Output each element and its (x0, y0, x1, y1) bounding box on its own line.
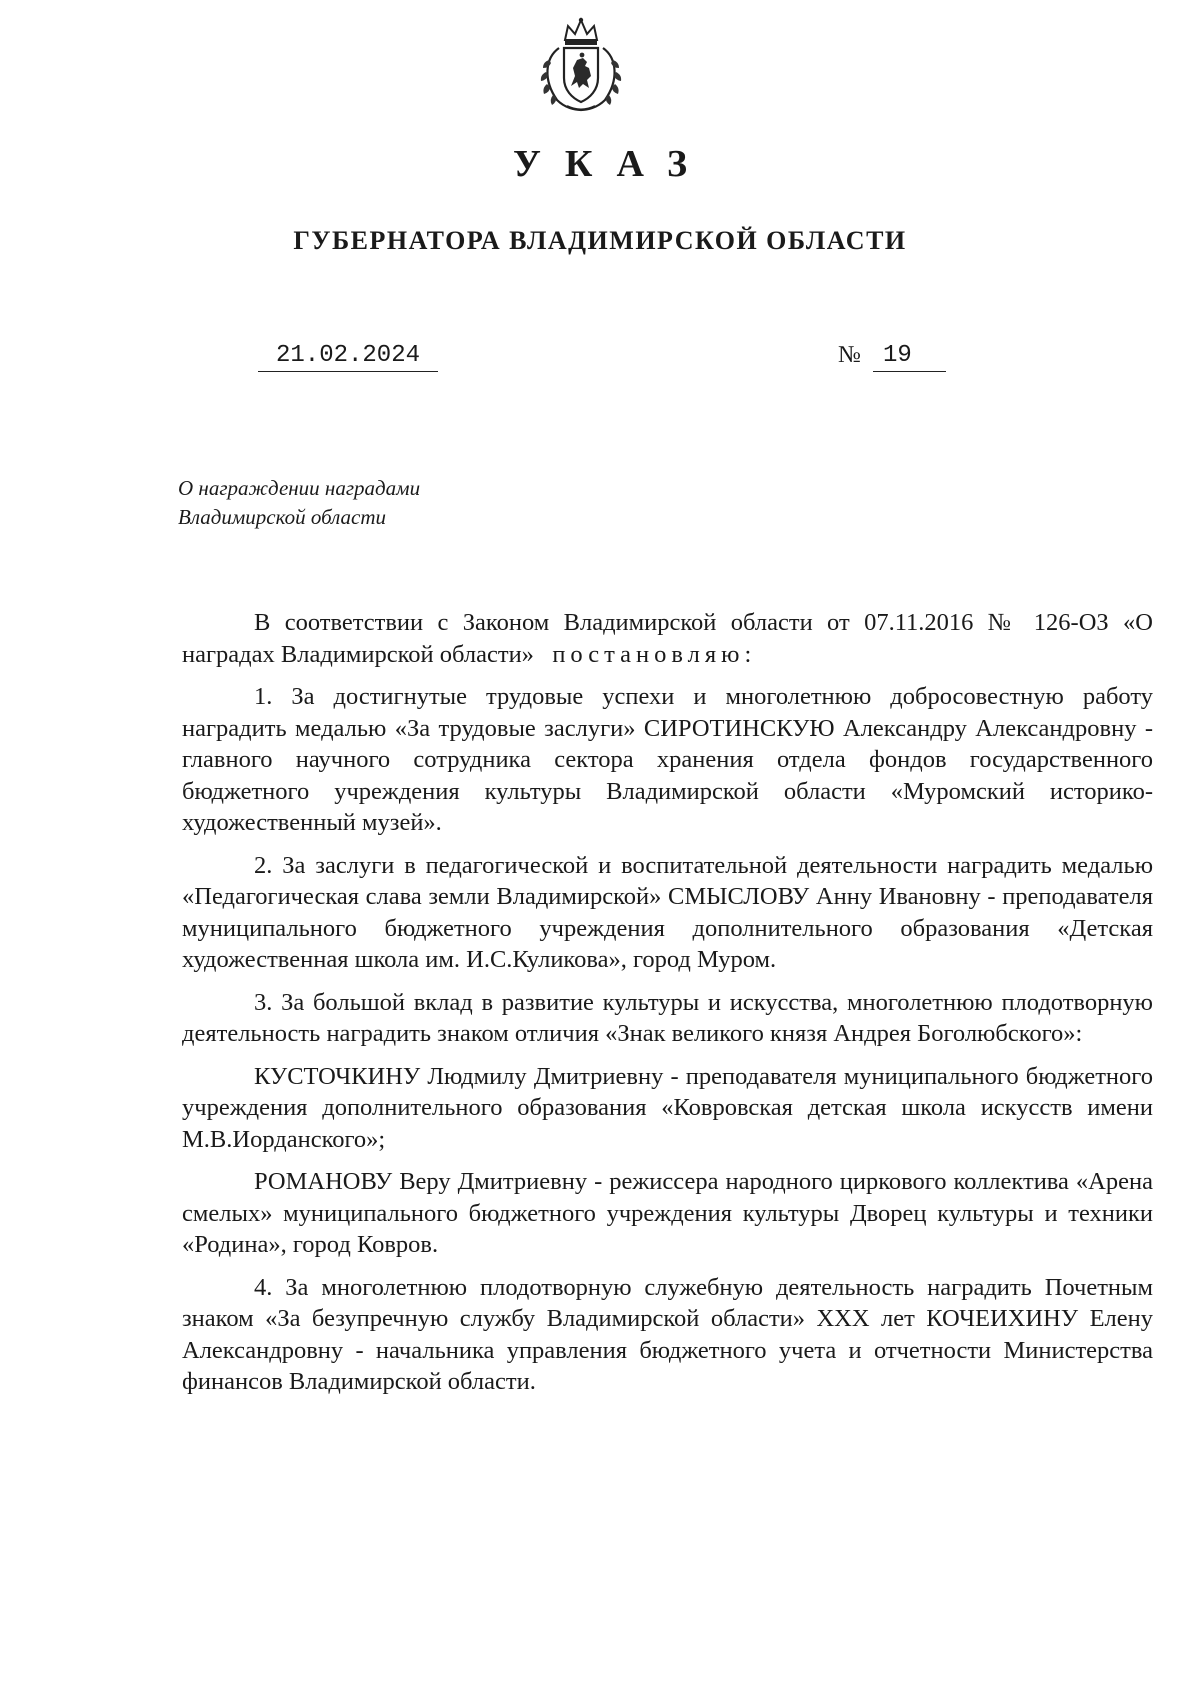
coat-of-arms-icon (535, 14, 627, 114)
award-item-3: 3. За большой вклад в развитие культуры и искусства, многолетнюю плодотворную деятельность наградить знаком отличия «Знак великого князя Андрея Боголюбского»: (182, 988, 1153, 1047)
document-number-label: № (838, 342, 861, 368)
document-date: 21.02.2024 (258, 342, 438, 372)
document-subject (178, 474, 420, 532)
award-item-3a: КУСТОЧКИНУ Людмилу Дмитриевну - преподавателя муниципального бюджетного учреждения дополнительного образования «Ковровская детская школа искусств имени М.В.Иорданского»; (182, 1062, 1153, 1153)
award-item-2: 2. За заслуги в педагогической и воспитательной деятельности наградить медалью «Педагогическая слава земли Владимирской» СМЫСЛОВУ Анну Ивановну - преподавателя муниципального бюджетного учреждения дополнительного образования «Детская художественная школа им. И.С.Куликова», город Муром. (182, 851, 1153, 973)
document-number: 19 (873, 342, 946, 372)
subject-line-1: О награждении наградами (178, 476, 421, 500)
preamble-keyword: постановляю: (552, 640, 757, 668)
document-body (182, 607, 1153, 1398)
subject-line-2: Владимирской области (178, 505, 387, 529)
award-item-3b: РОМАНОВУ Веру Дмитриевну - режиссера народного циркового коллектива «Арена смелых» муниципального бюджетного учреждения культуры Дворец культуры и техники «Родина», город Ковров. (182, 1168, 1153, 1258)
award-item-1: 1. За достигнутые трудовые успехи и многолетнюю добросовестную работу наградить медалью «За трудовые заслуги» СИРОТИНСКУЮ Александру Александровну - главного научного сотрудника сектора хранения отдела фондов государственного бюджетного учреждения культуры Владимирской области «Муромский историко-художественный музей». (182, 683, 1153, 836)
preamble-paragraph (182, 607, 1153, 670)
preamble-text: В соответствии с Законом Владимирской области от 07.11.2016 № 126-ОЗ «О наградах Владимирской области» (182, 609, 1153, 668)
document-title: УКАЗ (513, 143, 711, 185)
document-subtitle: ГУБЕРНАТОРА ВЛАДИМИРСКОЙ ОБЛАСТИ (293, 226, 907, 255)
award-item-4: 4. За многолетнюю плодотворную служебную деятельность наградить Почетным знаком «За безупречную службу Владимирской области» XXX лет КОЧЕИХИНУ Елену Александровну - начальника управления бюджетного учета и отчетности Министерства финансов Владимирской области. (182, 1273, 1153, 1395)
